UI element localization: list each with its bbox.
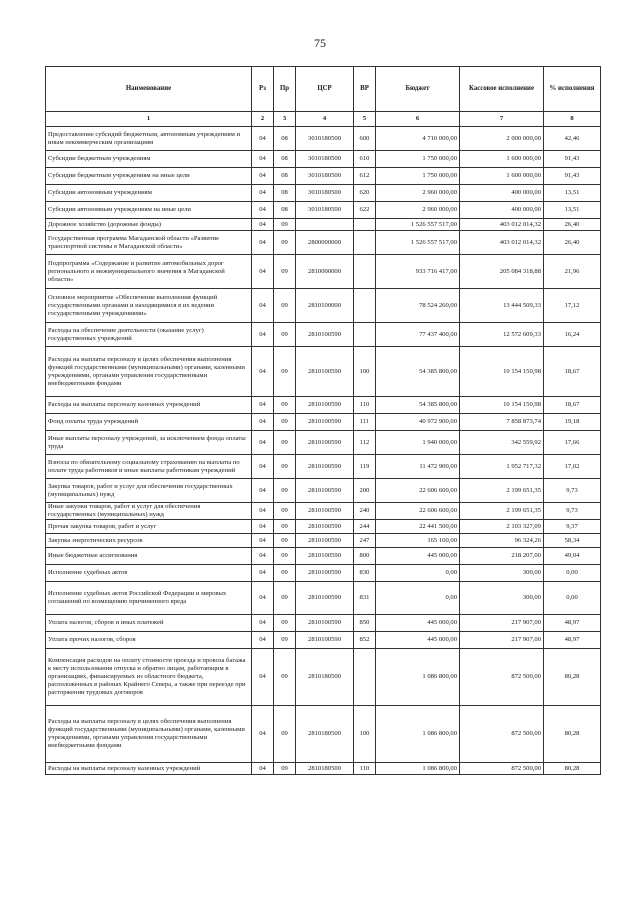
cell-pr: 09 <box>274 582 296 615</box>
column-numbers-row <box>46 112 601 127</box>
cell-budget: 22 606 600,00 <box>376 503 460 520</box>
cell-pct: 49,04 <box>544 548 601 565</box>
cell-vr: 119 <box>354 455 376 479</box>
table-row <box>46 231 601 255</box>
header-budget: Бюджет <box>376 67 460 112</box>
cell-vr: 831 <box>354 582 376 615</box>
cell-pct: 9,37 <box>544 520 601 534</box>
table-row <box>46 431 601 455</box>
table-body <box>46 127 601 775</box>
table-row <box>46 455 601 479</box>
cell-vr: 240 <box>354 503 376 520</box>
cell-rz: 04 <box>252 414 274 431</box>
cell-name: Уплата прочих налогов, сборов <box>46 632 252 649</box>
cell-budget: 1 750 000,00 <box>376 151 460 168</box>
cell-name: Субсидии бюджетным учреждениям <box>46 151 252 168</box>
cell-name: Государственная программа Магаданской области «Развитие транспортной системы в Магаданской области» <box>46 231 252 255</box>
cell-pct: 42,46 <box>544 127 601 151</box>
cell-name: Расходы на выплаты персоналу казенных учреждений <box>46 763 252 775</box>
cell-pct: 9,73 <box>544 479 601 503</box>
cell-pct: 18,67 <box>544 347 601 397</box>
cell-pr: 09 <box>274 548 296 565</box>
cell-pct: 91,43 <box>544 168 601 185</box>
cell-name: Иные выплаты персоналу учреждений, за исключением фонда оплаты труда <box>46 431 252 455</box>
cell-vr: 110 <box>354 763 376 775</box>
cell-pr: 08 <box>274 168 296 185</box>
cell-rz: 04 <box>252 615 274 632</box>
cell-vr: 612 <box>354 168 376 185</box>
cell-csr: 2800000000 <box>296 231 354 255</box>
cell-budget: 1 526 557 517,00 <box>376 231 460 255</box>
cell-csr: 2810100590 <box>296 347 354 397</box>
table-row <box>46 323 601 347</box>
cell-csr: 2810100590 <box>296 548 354 565</box>
table-row <box>46 185 601 202</box>
cell-pct: 80,28 <box>544 763 601 775</box>
cell-cash: 12 572 609,33 <box>460 323 544 347</box>
cell-budget: 1 750 000,00 <box>376 168 460 185</box>
cell-cash: 1 600 000,00 <box>460 168 544 185</box>
table-header-row <box>46 67 601 112</box>
cell-budget: 445 000,00 <box>376 615 460 632</box>
cell-name: Взносы по обязательному социальному страхованию на выплаты по оплате труда работников и иные выплаты работникам учреждений <box>46 455 252 479</box>
cell-budget: 1 086 800,00 <box>376 763 460 775</box>
column-number: 2 <box>252 112 274 127</box>
cell-rz: 04 <box>252 649 274 706</box>
cell-rz: 04 <box>252 202 274 219</box>
header-pct: % исполнения <box>544 67 601 112</box>
cell-cash: 205 084 318,88 <box>460 255 544 289</box>
cell-csr: 2810100590 <box>296 414 354 431</box>
cell-name: Субсидии автономным учреждениям <box>46 185 252 202</box>
table-row <box>46 479 601 503</box>
cell-pct: 0,00 <box>544 582 601 615</box>
cell-pct: 17,12 <box>544 289 601 323</box>
cell-rz: 04 <box>252 347 274 397</box>
cell-budget: 2 960 000,00 <box>376 202 460 219</box>
cell-cash: 403 012 014,32 <box>460 231 544 255</box>
cell-csr: 2810180500 <box>296 763 354 775</box>
cell-vr: 200 <box>354 479 376 503</box>
cell-pct: 18,67 <box>544 397 601 414</box>
cell-pr: 09 <box>274 649 296 706</box>
cell-rz: 04 <box>252 397 274 414</box>
table-row <box>46 520 601 534</box>
cell-budget: 2 960 000,00 <box>376 185 460 202</box>
cell-pr: 09 <box>274 565 296 582</box>
cell-cash: 403 012 014,32 <box>460 219 544 231</box>
cell-vr <box>354 219 376 231</box>
cell-rz: 04 <box>252 582 274 615</box>
header-vr: ВР <box>354 67 376 112</box>
cell-budget: 1 940 000,00 <box>376 431 460 455</box>
cell-csr: 2810100590 <box>296 582 354 615</box>
page-number: 75 <box>314 36 326 50</box>
cell-rz: 04 <box>252 503 274 520</box>
cell-budget: 40 972 900,00 <box>376 414 460 431</box>
table-row <box>46 548 601 565</box>
cell-name: Компенсация расходов на оплату стоимости проезда и провоза багажа к месту использования отпуска и обратно лицам, работающим в организациях, финансируемых из областного бюджета, расположенных в районах Крайнего Севера, а также при переезде при расторжении трудовых договоров <box>46 649 252 706</box>
cell-name: Расходы на выплаты персоналу казенных учреждений <box>46 397 252 414</box>
cell-cash: 96 324,26 <box>460 534 544 548</box>
cell-rz: 04 <box>252 632 274 649</box>
cell-rz: 04 <box>252 706 274 763</box>
cell-pr: 09 <box>274 289 296 323</box>
cell-cash: 300,00 <box>460 565 544 582</box>
cell-budget: 11 472 900,00 <box>376 455 460 479</box>
cell-budget: 1 086 800,00 <box>376 706 460 763</box>
cell-csr: 3010180500 <box>296 185 354 202</box>
cell-vr: 244 <box>354 520 376 534</box>
cell-cash: 400 000,00 <box>460 185 544 202</box>
cell-vr: 622 <box>354 202 376 219</box>
cell-pct: 48,97 <box>544 615 601 632</box>
cell-pr: 09 <box>274 479 296 503</box>
table-row <box>46 168 601 185</box>
cell-rz: 04 <box>252 168 274 185</box>
cell-csr: 2810100590 <box>296 632 354 649</box>
cell-vr: 247 <box>354 534 376 548</box>
cell-budget: 4 710 000,00 <box>376 127 460 151</box>
cell-pr: 09 <box>274 615 296 632</box>
cell-cash: 872 500,00 <box>460 649 544 706</box>
cell-rz: 04 <box>252 548 274 565</box>
cell-budget: 445 000,00 <box>376 632 460 649</box>
cell-pr: 09 <box>274 219 296 231</box>
cell-csr: 2810100590 <box>296 615 354 632</box>
cell-rz: 04 <box>252 185 274 202</box>
cell-vr: 111 <box>354 414 376 431</box>
cell-name: Прочая закупка товаров, работ и услуг <box>46 520 252 534</box>
cell-pct: 58,34 <box>544 534 601 548</box>
cell-cash: 300,00 <box>460 582 544 615</box>
cell-budget: 1 526 557 517,00 <box>376 219 460 231</box>
cell-pr: 08 <box>274 185 296 202</box>
table-row <box>46 565 601 582</box>
cell-vr: 600 <box>354 127 376 151</box>
cell-name: Расходы на выплаты персоналу в целях обеспечения выполнения функций государственными (муниципальными) органами, казенными учреждениями, органами управления государственными внебюджетными фондами <box>46 347 252 397</box>
cell-pr: 08 <box>274 127 296 151</box>
cell-budget: 78 524 260,00 <box>376 289 460 323</box>
cell-pr: 09 <box>274 231 296 255</box>
cell-pr: 08 <box>274 202 296 219</box>
cell-cash: 2 199 651,35 <box>460 503 544 520</box>
cell-rz: 04 <box>252 289 274 323</box>
cell-rz: 04 <box>252 151 274 168</box>
cell-name: Основное мероприятие «Обеспечение выполнения функций государственными органами и находящимися в их ведении государственными учреждениями» <box>46 289 252 323</box>
cell-budget: 77 437 400,00 <box>376 323 460 347</box>
cell-name: Закупка энергетических ресурсов <box>46 534 252 548</box>
cell-pr: 09 <box>274 520 296 534</box>
cell-cash: 7 858 873,74 <box>460 414 544 431</box>
table-row <box>46 127 601 151</box>
cell-csr: 2810100590 <box>296 534 354 548</box>
cell-budget: 445 000,00 <box>376 548 460 565</box>
cell-name: Иные бюджетные ассигнования <box>46 548 252 565</box>
cell-pct: 91,43 <box>544 151 601 168</box>
cell-rz: 04 <box>252 565 274 582</box>
cell-name: Расходы на обеспечение деятельности (оказание услуг) государственных учреждений <box>46 323 252 347</box>
column-number: 5 <box>354 112 376 127</box>
cell-pct: 17,66 <box>544 431 601 455</box>
column-number: 8 <box>544 112 601 127</box>
cell-pct: 48,97 <box>544 632 601 649</box>
header-pr: Пр <box>274 67 296 112</box>
cell-pr: 09 <box>274 431 296 455</box>
cell-csr: 2810100590 <box>296 503 354 520</box>
cell-csr: 2810180500 <box>296 649 354 706</box>
cell-csr: 2810100590 <box>296 455 354 479</box>
cell-cash: 1 952 717,32 <box>460 455 544 479</box>
cell-rz: 04 <box>252 127 274 151</box>
cell-pr: 09 <box>274 255 296 289</box>
cell-pct: 26,40 <box>544 231 601 255</box>
table-row <box>46 632 601 649</box>
cell-cash: 218 207,00 <box>460 548 544 565</box>
table-row <box>46 255 601 289</box>
cell-pct: 80,28 <box>544 706 601 763</box>
cell-csr: 3010180500 <box>296 168 354 185</box>
cell-cash: 217 907,00 <box>460 632 544 649</box>
cell-csr: 2810100590 <box>296 565 354 582</box>
cell-budget: 1 086 800,00 <box>376 649 460 706</box>
cell-vr: 620 <box>354 185 376 202</box>
cell-rz: 04 <box>252 231 274 255</box>
cell-budget: 54 385 800,00 <box>376 347 460 397</box>
cell-vr <box>354 231 376 255</box>
cell-csr: 2810100000 <box>296 289 354 323</box>
cell-vr: 100 <box>354 706 376 763</box>
header-name: Наименование <box>46 67 252 112</box>
cell-csr: 2810100590 <box>296 479 354 503</box>
cell-name: Фонд оплаты труда учреждений <box>46 414 252 431</box>
cell-csr: 2810100590 <box>296 397 354 414</box>
budget-execution-table <box>45 66 601 775</box>
cell-name: Закупка товаров, работ и услуг для обеспечения государственных (муниципальных) нужд <box>46 479 252 503</box>
cell-cash: 400 000,00 <box>460 202 544 219</box>
cell-csr: 2810000000 <box>296 255 354 289</box>
cell-vr <box>354 649 376 706</box>
cell-vr <box>354 255 376 289</box>
table-row <box>46 615 601 632</box>
column-number: 3 <box>274 112 296 127</box>
column-number: 7 <box>460 112 544 127</box>
cell-budget: 165 100,00 <box>376 534 460 548</box>
cell-cash: 2 103 327,09 <box>460 520 544 534</box>
cell-pct: 9,73 <box>544 503 601 520</box>
cell-csr <box>296 219 354 231</box>
cell-pr: 09 <box>274 534 296 548</box>
column-number: 6 <box>376 112 460 127</box>
table-row <box>46 414 601 431</box>
cell-pr: 09 <box>274 706 296 763</box>
cell-budget: 933 716 417,00 <box>376 255 460 289</box>
cell-csr: 2810100590 <box>296 431 354 455</box>
cell-rz: 04 <box>252 219 274 231</box>
cell-pct: 21,96 <box>544 255 601 289</box>
cell-vr: 110 <box>354 397 376 414</box>
cell-rz: 04 <box>252 534 274 548</box>
cell-name: Иные закупки товаров, работ и услуг для обеспечения государственных (муниципальных) нужд <box>46 503 252 520</box>
cell-cash: 2 000 000,00 <box>460 127 544 151</box>
cell-pr: 09 <box>274 414 296 431</box>
cell-pct: 13,51 <box>544 202 601 219</box>
cell-csr: 2810100590 <box>296 323 354 347</box>
cell-budget: 54 385 800,00 <box>376 397 460 414</box>
cell-cash: 872 500,00 <box>460 706 544 763</box>
cell-name: Субсидии автономным учреждениям на иные цели <box>46 202 252 219</box>
cell-pct: 13,51 <box>544 185 601 202</box>
cell-vr: 800 <box>354 548 376 565</box>
table-row <box>46 706 601 763</box>
cell-name: Исполнение судебных актов Российской Федерации и мировых соглашений по возмещению причиненного вреда <box>46 582 252 615</box>
column-number: 4 <box>296 112 354 127</box>
cell-vr: 852 <box>354 632 376 649</box>
cell-rz: 04 <box>252 763 274 775</box>
cell-csr: 3010180500 <box>296 127 354 151</box>
table-row <box>46 397 601 414</box>
cell-budget: 22 606 600,00 <box>376 479 460 503</box>
cell-rz: 04 <box>252 520 274 534</box>
cell-rz: 04 <box>252 323 274 347</box>
header-rz: Рз <box>252 67 274 112</box>
cell-pct: 16,24 <box>544 323 601 347</box>
cell-vr <box>354 323 376 347</box>
cell-vr: 850 <box>354 615 376 632</box>
table-row <box>46 289 601 323</box>
cell-vr: 830 <box>354 565 376 582</box>
cell-pct: 26,40 <box>544 219 601 231</box>
cell-cash: 2 199 651,35 <box>460 479 544 503</box>
cell-rz: 04 <box>252 479 274 503</box>
cell-vr <box>354 289 376 323</box>
cell-cash: 10 154 150,98 <box>460 347 544 397</box>
cell-cash: 217 907,00 <box>460 615 544 632</box>
cell-name: Исполнение судебных актов <box>46 565 252 582</box>
cell-budget: 22 441 500,00 <box>376 520 460 534</box>
cell-pr: 09 <box>274 632 296 649</box>
cell-csr: 2810180500 <box>296 706 354 763</box>
table-row <box>46 151 601 168</box>
cell-csr: 3010180500 <box>296 151 354 168</box>
cell-pr: 08 <box>274 151 296 168</box>
cell-pr: 09 <box>274 323 296 347</box>
cell-csr: 2810100590 <box>296 520 354 534</box>
cell-csr: 3010180500 <box>296 202 354 219</box>
table-row <box>46 202 601 219</box>
cell-vr: 112 <box>354 431 376 455</box>
cell-vr: 610 <box>354 151 376 168</box>
cell-name: Субсидии бюджетным учреждениям на иные цели <box>46 168 252 185</box>
cell-pct: 80,28 <box>544 649 601 706</box>
cell-rz: 04 <box>252 455 274 479</box>
cell-rz: 04 <box>252 255 274 289</box>
cell-pct: 0,00 <box>544 565 601 582</box>
cell-budget: 0,00 <box>376 582 460 615</box>
cell-pr: 09 <box>274 397 296 414</box>
table-row <box>46 219 601 231</box>
header-csr: ЦСР <box>296 67 354 112</box>
column-number: 1 <box>46 112 252 127</box>
cell-cash: 13 444 509,33 <box>460 289 544 323</box>
cell-pr: 09 <box>274 503 296 520</box>
cell-vr: 100 <box>354 347 376 397</box>
table-row <box>46 649 601 706</box>
cell-cash: 342 559,92 <box>460 431 544 455</box>
table-row <box>46 347 601 397</box>
cell-name: Предоставление субсидий бюджетным, автономным учреждениям и иным некоммерческим организациям <box>46 127 252 151</box>
cell-name: Подпрограмма «Содержание и развитие автомобильных дорог регионального и межмуниципального значения в Магаданской области» <box>46 255 252 289</box>
table-row <box>46 582 601 615</box>
cell-name: Расходы на выплаты персоналу в целях обеспечения выполнения функций государственными (муниципальными) органами, казенными учреждениями, органами управления государственными внебюджетными фондами <box>46 706 252 763</box>
cell-cash: 10 154 150,98 <box>460 397 544 414</box>
cell-budget: 0,00 <box>376 565 460 582</box>
table-row <box>46 503 601 520</box>
cell-pct: 19,18 <box>544 414 601 431</box>
cell-name: Дорожное хозяйство (дорожные фонды) <box>46 219 252 231</box>
table-row <box>46 763 601 775</box>
table-row <box>46 534 601 548</box>
cell-cash: 1 600 000,00 <box>460 151 544 168</box>
cell-pr: 09 <box>274 455 296 479</box>
cell-name: Уплата налогов, сборов и иных платежей <box>46 615 252 632</box>
cell-rz: 04 <box>252 431 274 455</box>
cell-pr: 09 <box>274 347 296 397</box>
cell-cash: 872 500,00 <box>460 763 544 775</box>
cell-pct: 17,02 <box>544 455 601 479</box>
header-cash: Кассовое исполнение <box>460 67 544 112</box>
cell-pr: 09 <box>274 763 296 775</box>
